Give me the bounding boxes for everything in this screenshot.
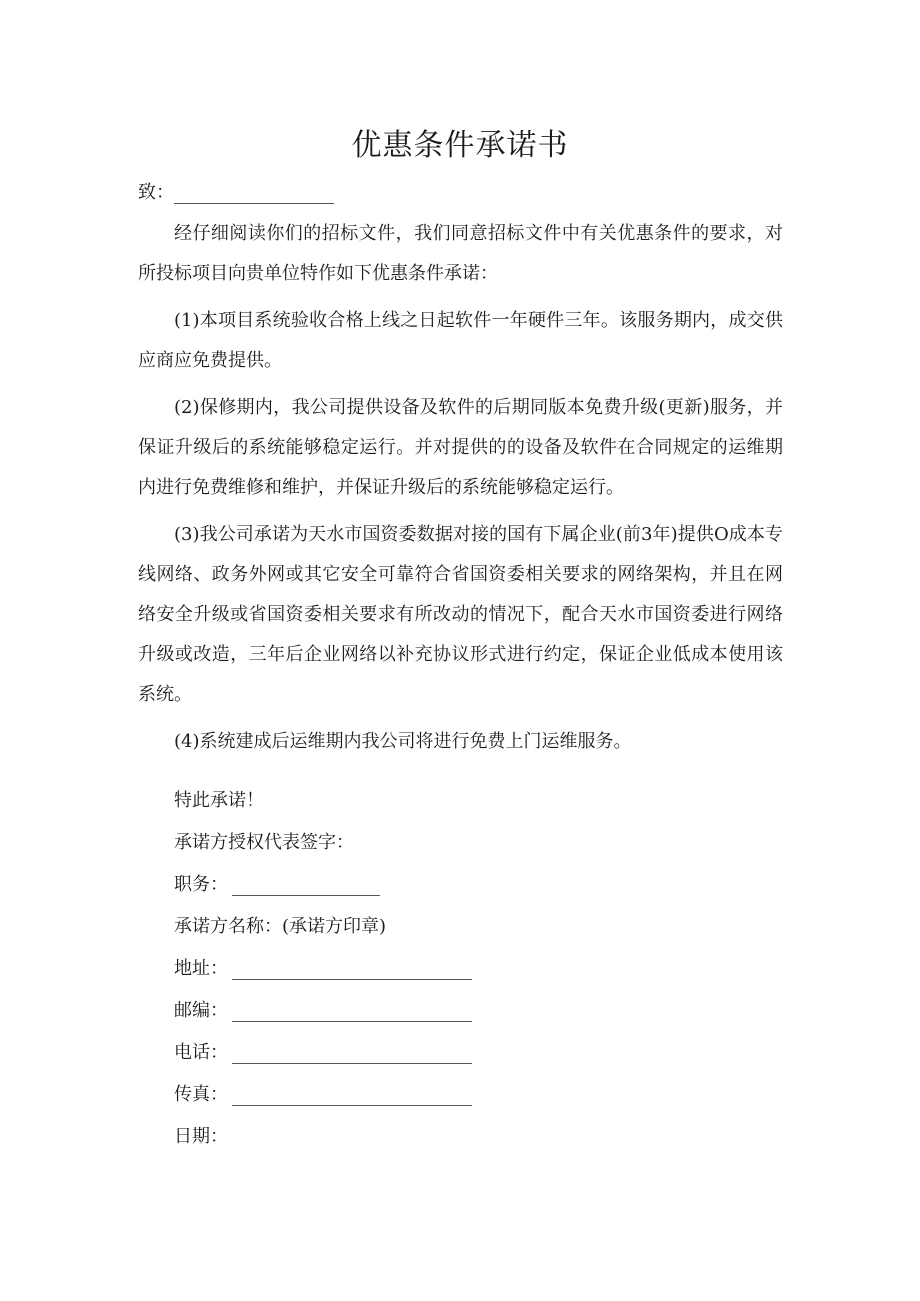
phone-blank [232, 1043, 472, 1064]
position-line [174, 870, 380, 900]
commitment-body [138, 214, 783, 769]
clause-2: (2)保修期内，我公司提供设备及软件的后期同版本免费升级(更新)服务，并保证升级后的系统能够稳定运行。并对提供的的设备及软件在合同规定的运维期内进行免费维修和维护，并保证升级后的系统能够稳定运行。 [138, 397, 783, 498]
postcode-label: 邮编： [174, 1000, 228, 1021]
document-title: 优惠条件承诺书 [351, 128, 569, 163]
addressee-line [138, 178, 334, 208]
signature-line: 承诺方授权代表签字： [174, 832, 354, 853]
address-blank [232, 959, 472, 980]
phone-label: 电话： [174, 1042, 228, 1063]
clause-3: (3)我公司承诺为天水市国资委数据对接的国有下属企业(前3年)提供O成本专线网络、政务外网或其它安全可靠符合省国资委相关要求的网络架构，并且在网络安全升级或省国资委相关要求有所改动的情况下，配合天水市国资委进行网络升级或改造，三年后企业网络以补充协议形式进行约定，保证企业低成本使用该系统。 [138, 524, 783, 705]
fax-line [174, 1080, 472, 1110]
position-label: 职务： [174, 874, 228, 895]
closing-line: 特此承诺！ [174, 790, 264, 811]
address-label: 地址： [174, 958, 228, 979]
postcode-line [174, 996, 472, 1026]
addressee-label: 致： [138, 182, 174, 203]
position-blank [232, 875, 380, 896]
fax-blank [232, 1085, 472, 1106]
company-line: 承诺方名称：(承诺方印章) [174, 916, 387, 937]
intro-paragraph: 经仔细阅读你们的招标文件，我们同意招标文件中有关优惠条件的要求，对所投标项目向贵单位特作如下优惠条件承诺： [138, 223, 783, 284]
postcode-blank [232, 1001, 472, 1022]
addressee-blank [174, 183, 334, 204]
clause-4: (4)系统建成后运维期内我公司将进行免费上门运维服务。 [174, 731, 632, 752]
address-line [174, 954, 472, 984]
date-line: 日期： [174, 1126, 228, 1147]
clause-1: (1)本项目系统验收合格上线之日起软件一年硬件三年。该服务期内，成交供应商应免费提供。 [138, 310, 783, 371]
fax-label: 传真： [174, 1084, 228, 1105]
phone-line [174, 1038, 472, 1068]
